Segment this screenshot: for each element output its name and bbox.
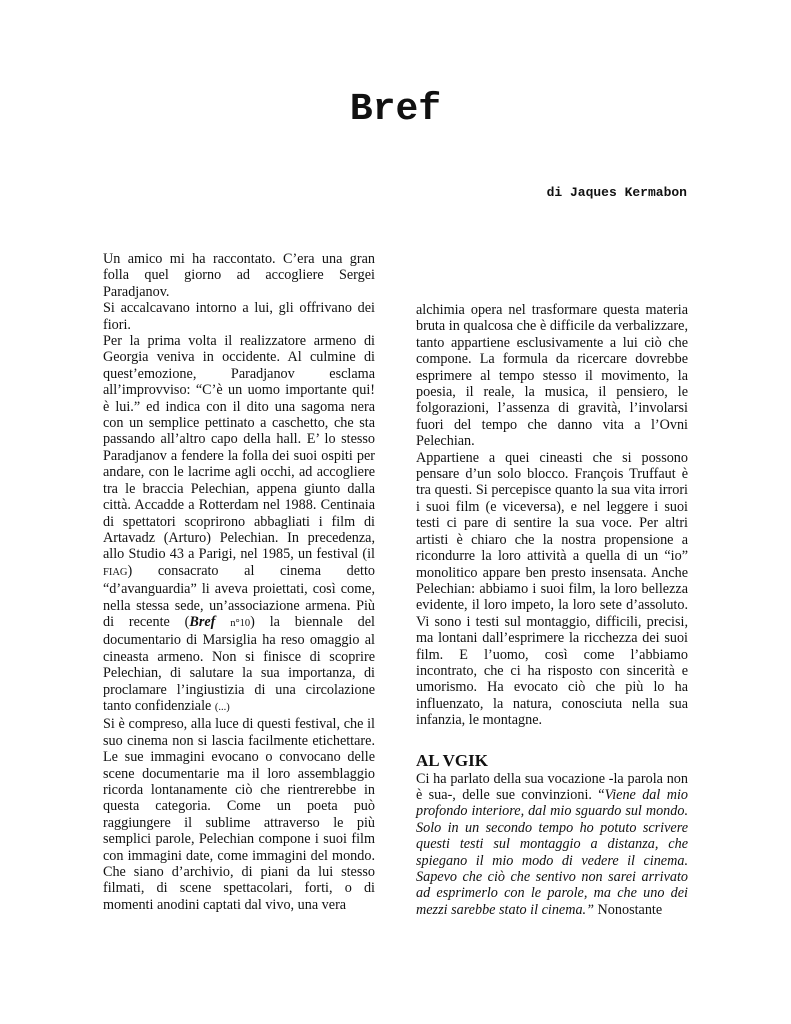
article-title: Bref [349,88,442,131]
paragraph: Un amico mi ha raccontato. C’era una gran folla quel giorno ad accogliere Sergei Paradjanov. [103,251,375,300]
left-column [103,251,375,913]
paragraph-text: Per la prima volta il realizzatore armeno di Georgia veniva in occidente. Al culmine di quest’emozione, Paradjanov esclama all’improvviso: “C’è un uomo importante qui! è lui.” ed indica con il dito una sagoma nera con un semplice pettinato a caschetto, che sta passando all’altro capo della hall. E’ lo stesso Paradjanov a fendere la folla dei suoi ospiti per andare, con le lacrime agli occhi, ad accogliere tra le braccia Pelechian, appena giunto dalla città. Accadde a Rotterdam nel 1988. Centinaia di spettatori scoprirono abbagliati i film di Artavadz (Arturo) Pelechian. In precedenza, allo Studio 43 a Parigi, nel 1985, un festival (il [103,333,375,563]
paragraph-text: ) consacrato al cinema detto “d’avanguardia” li aveva proiettati, così come, nella stessa sede, un’associazione armena. Più di recente ( [103,562,375,630]
paragraph: Si è compreso, alla luce di questi festival, che il suo cinema non si lascia facilmente etichettare. Le sue immagini evocano o convocano delle scene documentarie ma il loro assemblaggio ricorda lontanamente ciò che rientrerebbe in questa categoria. Come un poeta può raggiungere il sublime attraverso le più semplici parole, Pelechian compone i suoi film con immagini date, come immagini del mondo. Che siano d’archivio, di piani da lui stesso filmati, di scene spettacolari, forti, o di momenti anodini captati dal vivo, una vera [103,716,375,913]
paragraph: alchimia opera nel trasformare questa materia bruta in qualcosa che è difficile da verbalizzare, tanto appartiene esclusivamente a lui ciò che compone. La formula da ricercare dovrebbe esprimere al tempo stesso il movimento, la poesia, il reale, la musica, il pensiero, le folgorazioni, l’assenza di gravità, l’involarsi fuori del tempo che danno vita a l’Ovni Pelechian. [416,302,688,450]
paragraph-text: Ci ha parlato della sua vocazione -la parola non è sua-, delle sue convinzioni. “ [416,770,688,803]
paragraph-text: ) la biennale del documentario di Marsiglia ha reso omaggio al cineasta armeno. Non si finisce di scoprire Pelechian, di salutare la sua importanza, di proclamare l’ingiustizia di una circolazione tanto confidenziale [103,613,376,714]
fiag-acronym: FIAG [103,566,128,578]
paragraph: Si accalcavano intorno a lui, gli offrivano dei fiori. [103,300,375,333]
section-heading: AL VGIK [416,750,488,770]
paragraph: Appartiene a quei cineasti che si possono pensare d’un solo blocco. François Truffaut è tra questi. Si percepisce quanto la sua vita irrori i suoi film (e viceversa), e nel leggere i suoi testi ci pare di sentire la sua voce. Per altri artisti è chiaro che la nostra propensione a ricondurre la loro attività a quella di un “io” monolitico appare ben presto insensata. Anche Pelechian: abbiamo i suoi film, la loro bellezza evidente, il loro impeto, la loro sete d’assoluto. Vi sono i testi sul montaggio, difficili, precisi, ma lontani dall’esprimere la ricchezza dei suoi film. E l’uomo, così come l’abbiamo incontrato, che ci ha risposto con sincerità e umorismo. Ha evocato ciò che più lo ha influenzato, la natura, conosciuta nella sua infanzia, le montagne. [416,449,688,729]
ellipsis: (...) [214,701,230,713]
quote-text: Viene dal mio profondo interiore, dal mio sguardo sul mondo. Solo in un secondo tempo ho potuto scrivere questi testi sul montaggio a distanza, che spiegano il mio modo di vedere il cinema. Sapevo che ciò che sentivo non sarei arrivato ad esprimerlo con le parole, ma che uno dei mezzi sarebbe stato il cinema.” [416,786,688,918]
paragraph [416,771,688,919]
paragraph-text: Nonostante [594,901,663,918]
bref-reference: Bref [189,613,216,630]
paragraph [103,333,375,716]
author-byline: di Jaques Kermabon [546,185,687,200]
right-column [416,302,688,918]
issue-number: n°10 [230,617,251,629]
